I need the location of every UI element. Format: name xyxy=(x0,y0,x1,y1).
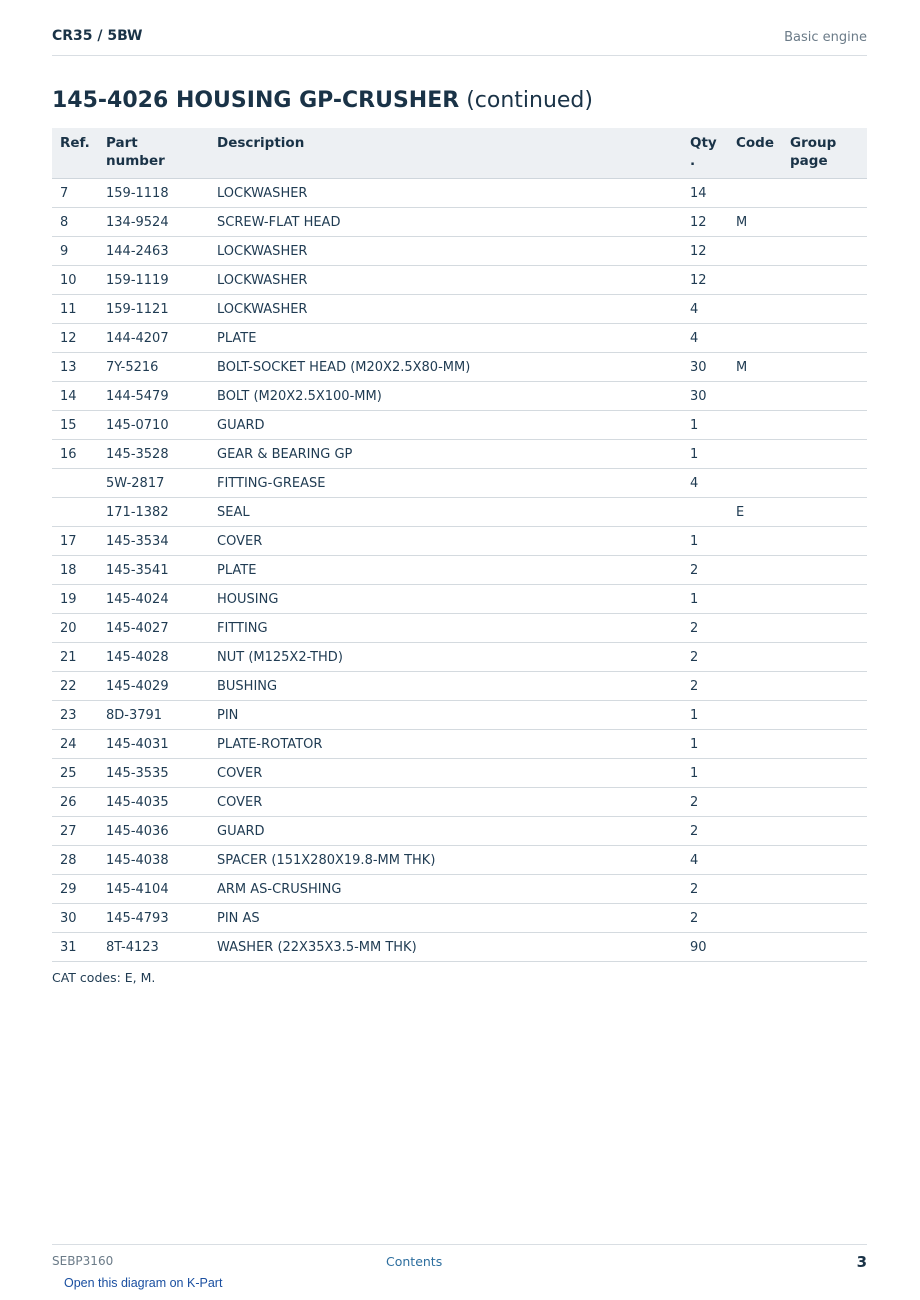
table-row xyxy=(52,411,867,440)
table-row xyxy=(52,933,867,962)
cell-ref: 22 xyxy=(52,672,98,701)
cell-ref: 24 xyxy=(52,730,98,759)
cell-ref: 21 xyxy=(52,643,98,672)
cell-group-page xyxy=(782,469,867,498)
table-row xyxy=(52,527,867,556)
cell-description: FITTING xyxy=(209,614,682,643)
cell-group-page xyxy=(782,295,867,324)
cell-qty: 12 xyxy=(682,208,728,237)
cell-part-number: 159-1121 xyxy=(98,295,209,324)
cell-code xyxy=(728,614,782,643)
cell-qty: 1 xyxy=(682,440,728,469)
cell-code xyxy=(728,817,782,846)
cell-part-number: 145-4036 xyxy=(98,817,209,846)
page-footer xyxy=(52,1244,867,1275)
cell-part-number: 134-9524 xyxy=(98,208,209,237)
cell-description: COVER xyxy=(209,527,682,556)
cell-group-page xyxy=(782,382,867,411)
cell-part-number: 5W-2817 xyxy=(98,469,209,498)
cell-ref xyxy=(52,498,98,527)
cell-qty: 2 xyxy=(682,614,728,643)
cell-description: LOCKWASHER xyxy=(209,179,682,208)
table-row xyxy=(52,904,867,933)
cell-description: PIN AS xyxy=(209,904,682,933)
cell-code xyxy=(728,846,782,875)
cell-description: NUT (M125X2-THD) xyxy=(209,643,682,672)
cell-qty: 1 xyxy=(682,411,728,440)
page-title xyxy=(52,88,593,113)
cell-group-page xyxy=(782,498,867,527)
cell-ref: 20 xyxy=(52,614,98,643)
page-header xyxy=(52,27,867,56)
cell-description: BUSHING xyxy=(209,672,682,701)
cell-group-page xyxy=(782,411,867,440)
cell-group-page xyxy=(782,179,867,208)
cell-ref: 13 xyxy=(52,353,98,382)
cell-code xyxy=(728,440,782,469)
table-row xyxy=(52,382,867,411)
cell-code xyxy=(728,295,782,324)
cell-ref: 17 xyxy=(52,527,98,556)
cell-group-page xyxy=(782,933,867,962)
cell-group-page xyxy=(782,527,867,556)
cell-description: SPACER (151X280X19.8-MM THK) xyxy=(209,846,682,875)
cell-group-page xyxy=(782,730,867,759)
cell-ref: 29 xyxy=(52,875,98,904)
cell-group-page xyxy=(782,672,867,701)
cell-part-number: 145-3535 xyxy=(98,759,209,788)
cell-description: GUARD xyxy=(209,817,682,846)
column-header-ref: Ref. xyxy=(52,128,98,179)
cell-code: E xyxy=(728,498,782,527)
table-row xyxy=(52,672,867,701)
cell-part-number: 145-3534 xyxy=(98,527,209,556)
cell-part-number: 144-4207 xyxy=(98,324,209,353)
cell-group-page xyxy=(782,817,867,846)
cell-ref: 23 xyxy=(52,701,98,730)
cell-code xyxy=(728,266,782,295)
cell-description: PLATE xyxy=(209,324,682,353)
cell-description: COVER xyxy=(209,759,682,788)
cell-description: BOLT (M20X2.5X100-MM) xyxy=(209,382,682,411)
cell-code xyxy=(728,875,782,904)
section-label: Basic engine xyxy=(784,30,867,45)
cell-description: WASHER (22X35X3.5-MM THK) xyxy=(209,933,682,962)
table-row xyxy=(52,759,867,788)
cell-code xyxy=(728,585,782,614)
cell-description: HOUSING xyxy=(209,585,682,614)
cell-qty: 2 xyxy=(682,904,728,933)
cell-code xyxy=(728,382,782,411)
cell-ref: 30 xyxy=(52,904,98,933)
table-row xyxy=(52,846,867,875)
cell-ref: 25 xyxy=(52,759,98,788)
cell-group-page xyxy=(782,846,867,875)
column-header-part-number: Part number xyxy=(98,128,209,179)
cell-qty: 2 xyxy=(682,788,728,817)
cell-qty: 2 xyxy=(682,556,728,585)
cell-code xyxy=(728,730,782,759)
table-row xyxy=(52,556,867,585)
model-title: CR35 / 5BW xyxy=(52,28,143,44)
cell-code xyxy=(728,643,782,672)
page-number: 3 xyxy=(856,1253,867,1271)
cell-code xyxy=(728,179,782,208)
cell-qty: 90 xyxy=(682,933,728,962)
cell-part-number: 145-4029 xyxy=(98,672,209,701)
cell-code xyxy=(728,324,782,353)
table-row xyxy=(52,875,867,904)
cell-description: GEAR & BEARING GP xyxy=(209,440,682,469)
cell-ref: 9 xyxy=(52,237,98,266)
cell-part-number: 159-1118 xyxy=(98,179,209,208)
cell-description: FITTING-GREASE xyxy=(209,469,682,498)
cell-description: LOCKWASHER xyxy=(209,266,682,295)
cell-group-page xyxy=(782,788,867,817)
cell-description: LOCKWASHER xyxy=(209,237,682,266)
cell-ref: 19 xyxy=(52,585,98,614)
cell-group-page xyxy=(782,875,867,904)
cell-ref: 31 xyxy=(52,933,98,962)
column-header-code: Code xyxy=(728,128,782,179)
table-row xyxy=(52,353,867,382)
cell-description: SCREW-FLAT HEAD xyxy=(209,208,682,237)
cell-description: SEAL xyxy=(209,498,682,527)
cell-part-number: 145-4028 xyxy=(98,643,209,672)
table-row xyxy=(52,817,867,846)
table-row xyxy=(52,643,867,672)
table-row xyxy=(52,469,867,498)
column-header-group-page: Group page xyxy=(782,128,867,179)
cell-code xyxy=(728,788,782,817)
cell-qty: 1 xyxy=(682,701,728,730)
cell-qty: 1 xyxy=(682,730,728,759)
title-suffix: (continued) xyxy=(466,88,593,113)
cell-qty: 30 xyxy=(682,353,728,382)
cell-code xyxy=(728,411,782,440)
cat-codes-note: CAT codes: E, M. xyxy=(52,970,156,985)
cell-group-page xyxy=(782,208,867,237)
cell-part-number: 159-1119 xyxy=(98,266,209,295)
table-row xyxy=(52,498,867,527)
table-header-row xyxy=(52,128,867,179)
cell-code xyxy=(728,701,782,730)
table-row xyxy=(52,208,867,237)
column-header-qty: Qty . xyxy=(682,128,728,179)
cell-qty: 2 xyxy=(682,817,728,846)
cell-part-number: 144-2463 xyxy=(98,237,209,266)
cell-ref: 10 xyxy=(52,266,98,295)
table-row xyxy=(52,585,867,614)
parts-table-body xyxy=(52,179,867,962)
cell-qty: 2 xyxy=(682,875,728,904)
cell-part-number: 8D-3791 xyxy=(98,701,209,730)
cell-part-number: 171-1382 xyxy=(98,498,209,527)
cell-part-number: 144-5479 xyxy=(98,382,209,411)
table-row xyxy=(52,614,867,643)
document-id: SEBP3160 xyxy=(52,1254,114,1268)
cell-ref: 18 xyxy=(52,556,98,585)
cell-code xyxy=(728,759,782,788)
table-row xyxy=(52,788,867,817)
cell-description: PLATE-ROTATOR xyxy=(209,730,682,759)
cell-description: LOCKWASHER xyxy=(209,295,682,324)
cell-group-page xyxy=(782,440,867,469)
cell-code xyxy=(728,527,782,556)
cell-ref: 28 xyxy=(52,846,98,875)
cell-ref: 16 xyxy=(52,440,98,469)
table-row xyxy=(52,701,867,730)
cell-qty: 30 xyxy=(682,382,728,411)
cell-part-number: 145-4027 xyxy=(98,614,209,643)
cell-ref: 15 xyxy=(52,411,98,440)
cell-part-number: 145-4038 xyxy=(98,846,209,875)
cell-code xyxy=(728,672,782,701)
cell-group-page xyxy=(782,643,867,672)
cell-ref: 26 xyxy=(52,788,98,817)
cell-qty: 12 xyxy=(682,237,728,266)
cell-qty: 12 xyxy=(682,266,728,295)
table-row xyxy=(52,266,867,295)
cell-group-page xyxy=(782,266,867,295)
cell-ref: 12 xyxy=(52,324,98,353)
cell-group-page xyxy=(782,759,867,788)
contents-link[interactable]: Contents xyxy=(386,1254,443,1269)
cell-ref: 14 xyxy=(52,382,98,411)
table-row xyxy=(52,324,867,353)
cell-qty: 1 xyxy=(682,585,728,614)
cell-ref: 11 xyxy=(52,295,98,324)
cell-code xyxy=(728,933,782,962)
cell-part-number: 145-4035 xyxy=(98,788,209,817)
cell-code xyxy=(728,237,782,266)
cell-group-page xyxy=(782,614,867,643)
table-row xyxy=(52,237,867,266)
cell-part-number: 145-3541 xyxy=(98,556,209,585)
cell-part-number: 145-4031 xyxy=(98,730,209,759)
cell-qty: 4 xyxy=(682,846,728,875)
cell-qty: 1 xyxy=(682,759,728,788)
cell-description: ARM AS-CRUSHING xyxy=(209,875,682,904)
cell-description: PLATE xyxy=(209,556,682,585)
cell-part-number: 7Y-5216 xyxy=(98,353,209,382)
cell-qty: 4 xyxy=(682,469,728,498)
cell-ref: 7 xyxy=(52,179,98,208)
table-row xyxy=(52,295,867,324)
cell-group-page xyxy=(782,556,867,585)
open-kpart-link[interactable]: Open this diagram on K-Part xyxy=(64,1276,223,1290)
cell-description: BOLT-SOCKET HEAD (M20X2.5X80-MM) xyxy=(209,353,682,382)
cell-code xyxy=(728,556,782,585)
cell-part-number: 145-4024 xyxy=(98,585,209,614)
cell-qty xyxy=(682,498,728,527)
cell-qty: 4 xyxy=(682,295,728,324)
cell-code: M xyxy=(728,208,782,237)
cell-code: M xyxy=(728,353,782,382)
cell-part-number: 145-3528 xyxy=(98,440,209,469)
table-row xyxy=(52,179,867,208)
cell-description: COVER xyxy=(209,788,682,817)
column-header-description: Description xyxy=(209,128,682,179)
cell-group-page xyxy=(782,904,867,933)
cell-group-page xyxy=(782,353,867,382)
cell-group-page xyxy=(782,324,867,353)
cell-description: PIN xyxy=(209,701,682,730)
cell-qty: 4 xyxy=(682,324,728,353)
title-part-name: 145-4026 HOUSING GP-CRUSHER xyxy=(52,88,460,113)
cell-qty: 14 xyxy=(682,179,728,208)
cell-group-page xyxy=(782,701,867,730)
cell-part-number: 145-0710 xyxy=(98,411,209,440)
cell-ref: 27 xyxy=(52,817,98,846)
cell-group-page xyxy=(782,237,867,266)
cell-ref: 8 xyxy=(52,208,98,237)
parts-table xyxy=(52,128,867,962)
cell-qty: 1 xyxy=(682,527,728,556)
cell-code xyxy=(728,904,782,933)
cell-code xyxy=(728,469,782,498)
cell-ref xyxy=(52,469,98,498)
cell-part-number: 145-4793 xyxy=(98,904,209,933)
cell-description: GUARD xyxy=(209,411,682,440)
cell-group-page xyxy=(782,585,867,614)
cell-part-number: 145-4104 xyxy=(98,875,209,904)
cell-qty: 2 xyxy=(682,643,728,672)
table-row xyxy=(52,730,867,759)
table-row xyxy=(52,440,867,469)
cell-part-number: 8T-4123 xyxy=(98,933,209,962)
cell-qty: 2 xyxy=(682,672,728,701)
